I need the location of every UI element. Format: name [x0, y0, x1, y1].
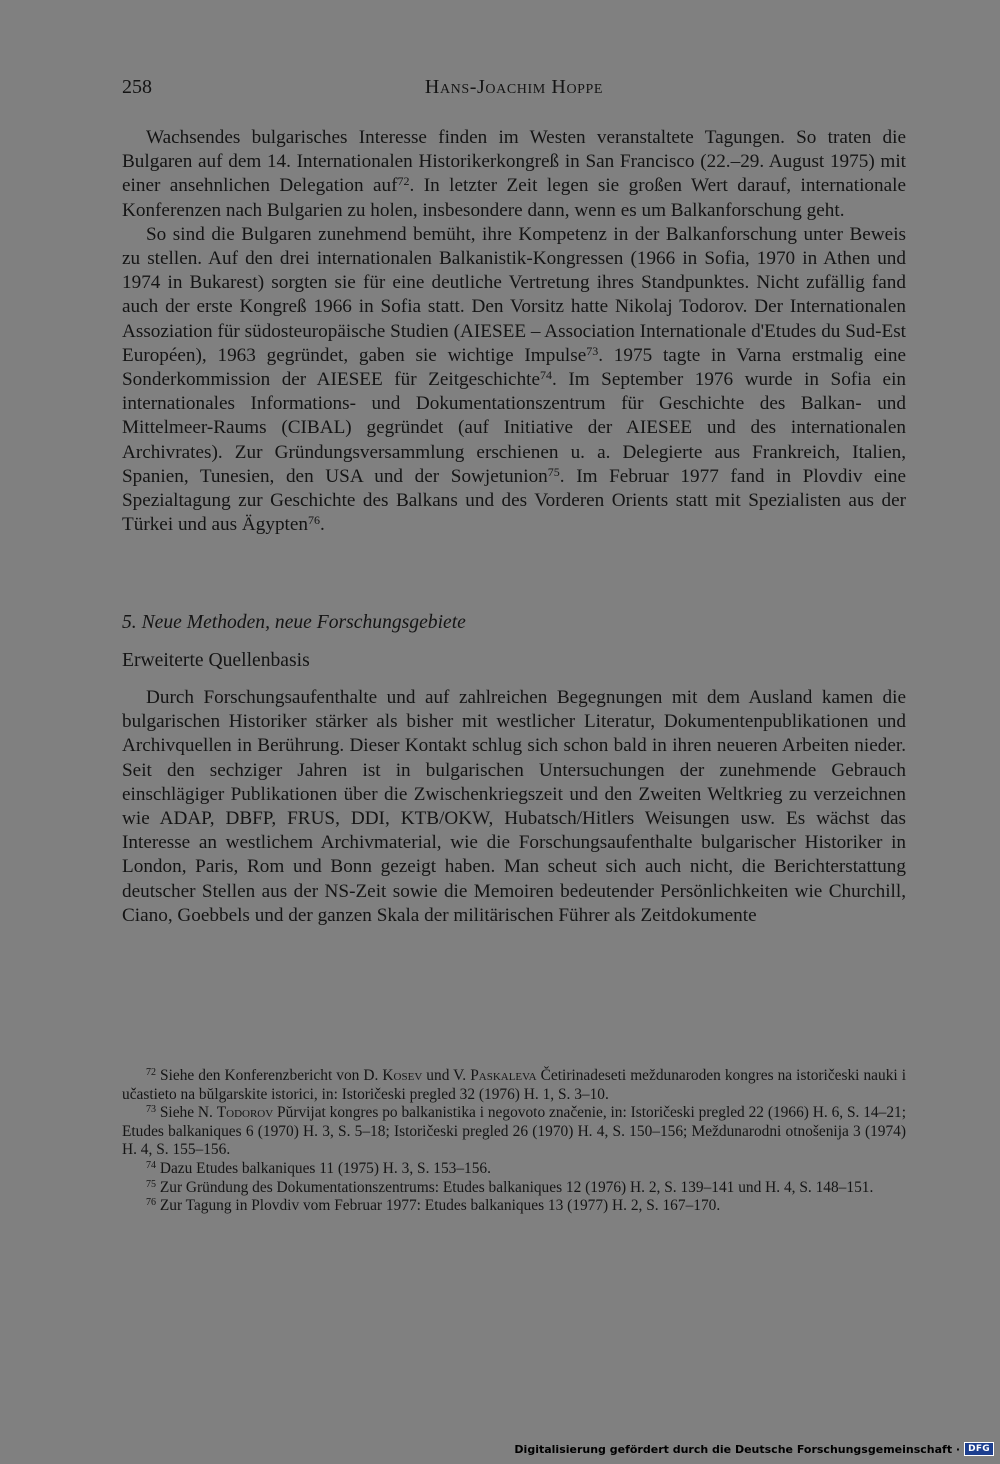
text-run: . [319, 514, 325, 536]
body-text-section-5 [122, 686, 906, 928]
running-head [122, 76, 906, 104]
author-name: Hans-Joachim Hoppe [424, 76, 604, 98]
digitization-credit [514, 1440, 994, 1458]
paragraph [122, 686, 906, 928]
footnote-number: 72 [146, 1067, 156, 1078]
footnote-number: 74 [146, 1159, 156, 1171]
footnote-marker: 72 [397, 174, 410, 189]
text-run: Wachsendes bulgarisches Interesse finden im Westen veranstaltete Tagungen. So traten die Bulgaren auf dem 14. Internationalen Historikerkongreß in San Francisco (22.–29. August 1975) mit einer ansehnlichen Delegation auf [122, 127, 906, 197]
text-run: So sind die Bulgaren zunehmend bemüht, ihre Kompetenz in der Balkanforschung unter Beweis zu stellen. Auf den drei internationalen Balkanistik-Kongressen (1966 in Sofia, 1970 in Athen und 1974 in Bukarest) sorgten sie für eine deutliche Vertretung ihres Standpunktes. Nicht zufällig fand auch der erste Kongreß 1966 in Sofia statt. Den Vorsitz hatte Nikolaj Todorov. Der Internationalen Assoziation für südosteuropäische Studien (AIESEE – Association Internationale d'Etudes du Sud-Est Européen), 1963 gegründet, gaben sie wichtige Impulse [122, 223, 906, 366]
author-surname: Kosev [382, 1067, 423, 1084]
author-surname: Paskaleva [470, 1067, 537, 1084]
footnotes [122, 1067, 906, 1216]
text-run: Dazu Etudes balkaniques 11 (1975) H. 3, S. 153–156. [156, 1159, 491, 1177]
subheading: Erweiterte Quellenbasis [122, 650, 310, 671]
footnote-marker: 75 [547, 464, 560, 479]
footnote [122, 1067, 906, 1104]
text-run: Siehe den Konferenzbericht von D. [156, 1067, 383, 1084]
text-run: . Im September 1976 wurde in Sofia ein internationales Informations- und Dokumentationszentrum für Geschichte des Balkan- und Mittelmeer-Raums (CIBAL) gegründet (auf Initiative der AIESEE und des internationalen Archivrates). Zur Gründungsversammlung erschienen u. a. Delegierte aus Frankreich, Italien, Spanien, Tunesien, den USA und der Sowjetunion [122, 369, 906, 487]
text-run: . Im Februar 1977 fand in Plovdiv eine Spezialtagung zur Geschichte des Balkans und des Vorderen Orients statt mit Spezialisten aus der Türkei und aus Ägypten [122, 465, 906, 536]
text-run: Pŭrvijat kongres po balkanistika i negovoto značenie, in: Istoričeski pregled 22 (1966) H. 6, S. 14–21; Etudes balkaniques 6 (1970) H. 3, S. 5–18; Istoričeski pregled 26 (1970) H. 4, S. 150–156; Meždunarodni otnošenija 3 (1974) H. 4, S. 155–156. [122, 1104, 906, 1159]
text-run: . In letzter Zeit legen sie großen Wert darauf, internationale Konferenzen nach Bulgarien zu holen, insbesondere dann, wenn es um Balkanforschung geht. [122, 175, 906, 221]
body-text-section-4 [122, 126, 906, 537]
page-number: 258 [122, 76, 152, 98]
text-run: Siehe N. [156, 1104, 217, 1122]
credit-text: Digitalisierung gefördert durch die Deutsche Forschungsgemeinschaft · [514, 1442, 961, 1456]
footnote-number: 76 [146, 1197, 156, 1209]
footnote [122, 1197, 906, 1216]
paragraph [122, 223, 906, 538]
footnote [122, 1160, 906, 1179]
text-run: und V. [422, 1067, 471, 1084]
footnote [122, 1104, 906, 1160]
footnote-marker: 73 [586, 343, 599, 358]
author-surname: Todorov [216, 1104, 274, 1122]
footnote [122, 1179, 906, 1198]
text-run: . 1975 tagte in Varna erstmalig eine Sonderkommission der AIESEE für Zeitgeschichte [122, 344, 906, 391]
text-run: Zur Tagung in Plovdiv vom Februar 1977: Etudes balkaniques 13 (1977) H. 2, S. 167–170. [156, 1197, 721, 1215]
text-run: Četirinadeseti meždunaroden kongres na istoričeski nauki i učastieto na bŭlgarskite istorici, in: Istoričeski pregled 32 (1976) H. 1, S. 3–10. [122, 1067, 906, 1103]
text-run: Durch Forschungsaufenthalte und auf zahlreichen Begegnungen mit dem Ausland kamen die bulgarischen Historiker stärker als bisher mit westlicher Literatur, Dokumentenpublikationen und Archivquellen in Berührung. Dieser Kontakt schlug sich schon bald in ihren neueren Arbeiten nieder. Seit den sechziger Jahren ist in bulgarischen Untersuchungen der zunehmende Gebrauch einschlägiger Publikationen über die Zwischenkriegszeit und den Zweiten Weltkrieg zu verzeichnen wie ADAP, DBFP, FRUS, DDI, KTB/OKW, Hubatsch/Hitlers Weisungen usw. Es wächst das Interesse an westlichem Archivmaterial, wie die Forschungsaufenthalte bulgarischer Historiker in London, Paris, Rom und Bonn gezeigt haben. Man scheut sich auch nicht, die Berichterstattung deutscher Stellen aus der NS-Zeit sowie die Memoiren bedeutender Persönlichkeiten wie Churchill, Ciano, Goebbels und der ganzen Skala der militärischen Führer als Zeitdokumente [122, 687, 906, 926]
footnote-number: 73 [146, 1104, 156, 1116]
footnote-marker: 76 [307, 513, 320, 528]
section-heading: 5. Neue Methoden, neue Forschungsgebiete [122, 612, 466, 633]
text-run: Zur Gründung des Dokumentationszentrums: Etudes balkaniques 12 (1976) H. 2, S. 139–141 und H. 4, S. 148–151. [156, 1178, 874, 1196]
dfg-logo-icon: DFG [964, 1442, 994, 1456]
footnote-number: 75 [146, 1178, 156, 1190]
paragraph [122, 126, 906, 223]
footnote-marker: 74 [540, 368, 553, 383]
